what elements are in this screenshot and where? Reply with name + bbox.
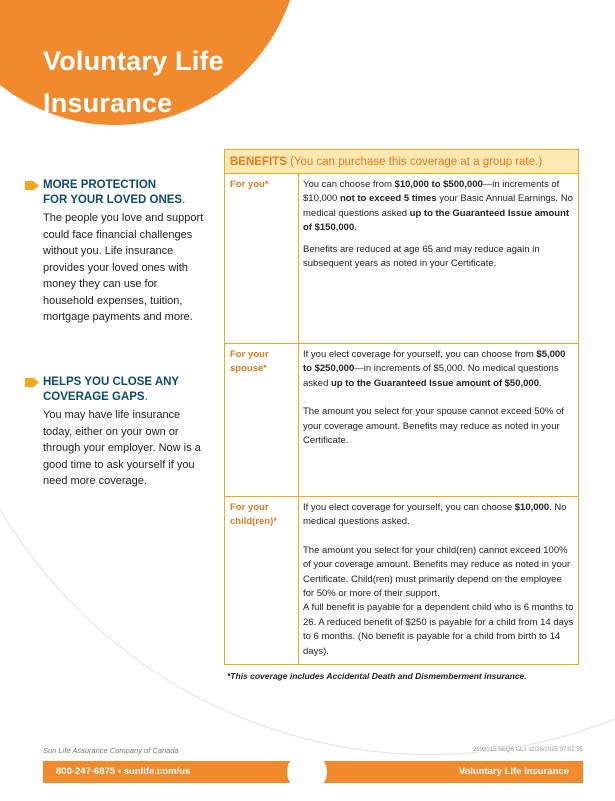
benefits-table-header: BENEFITS (You can purchase this coverage at a group rate.) [225, 150, 578, 174]
page-title: Voluntary Life Insurance [43, 46, 224, 118]
row-description: If you elect coverage for yourself, you can choose from $5,000 to $250,000—in increments of $5,000. No medical questions asked up to the Guaranteed Issue amount of $50,000. The amount you select for your spouse cannot exceed 50% of your coverage amount. Benefits may reduce as noted in your Certificate. [303, 349, 566, 447]
footer-contact[interactable]: 800-247-6875 • sunlife.com/us [56, 766, 191, 777]
footer-product-name: Voluntary Life Insurance [458, 766, 569, 777]
benefits-table [224, 149, 579, 665]
arrow-bullet-icon [25, 378, 39, 387]
row-label: For you* [230, 179, 269, 190]
row-description: You can choose from $10,000 to $500,000—in increments of $10,000 not to exceed 5 times your Basic Annual Earnings. No medical questions asked up to the Guaranteed Issue amount of $150,000. Benefits are reduced at age 65 and may reduce again in subsequent years as noted in your Certificate. [303, 179, 573, 270]
row-label: For your child(ren)* [230, 502, 277, 527]
table-row-children [225, 497, 578, 666]
table-row-spouse [225, 344, 578, 497]
footer-notch [287, 752, 327, 792]
coverage-footnote: *This coverage includes Accidental Death and Dismemberment insurance. [227, 671, 527, 681]
document-id: 2692015 SEQ6 CL1 11/26/2025 07:02:35 [473, 747, 583, 753]
table-row-you [225, 174, 578, 344]
section-heading: HELPS YOU CLOSE ANY COVERAGE GAPS. [25, 375, 205, 405]
section-heading: MORE PROTECTION FOR YOUR LOVED ONES. [25, 178, 205, 208]
arrow-bullet-icon [25, 181, 39, 190]
row-label: For your spouse* [230, 349, 269, 374]
section-body: You may have life insurance today, either on your own or through your employer. Now is a good time to ask yourself if you need more coverage. [43, 409, 201, 487]
section-more-protection [25, 178, 205, 326]
company-name: Sun Life Assurance Company of Canada [43, 746, 179, 755]
section-coverage-gaps [25, 375, 205, 490]
row-description: If you elect coverage for yourself, you can choose $10,000. No medical questions asked. The amount you select for your child(ren) cannot exceed 100% of your coverage amount. Benefits may reduce as noted in your Certificate. Child(ren) must primarily depend on the employee for 50% or more of their support. A full benefit is payable for a dependent child who is 6 months to 26. A reduced benefit of $250 is payable for a child from 14 days to 6 months. (No benefit is payable for a child from birth to 14 days). [303, 502, 574, 657]
section-body: The people you love and support could face financial challenges without you. Life insurance provides your loved ones with money they can use for household expenses, tuition, mortgage payments and more. [43, 212, 204, 323]
